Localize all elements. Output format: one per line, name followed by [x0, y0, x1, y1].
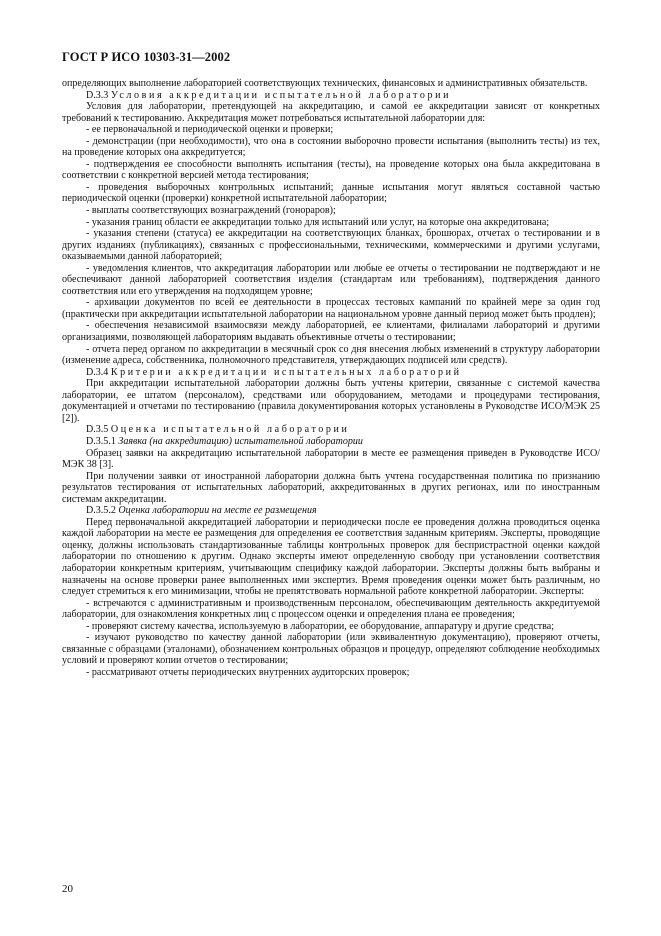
document-body — [62, 78, 600, 678]
list-item: - демонстрации (при необходимости), что она в состоянии выборочно провести испытания (выполнить тесты) из тех, на проведение которых она аккредитуется; — [62, 135, 600, 159]
section-number: D.3.4 — [86, 366, 109, 378]
section-title: Условия аккредитации испытательной лаборатории — [110, 89, 452, 101]
section-heading-d335 — [62, 424, 600, 436]
section-number: D.3.5.1 — [86, 435, 116, 447]
paragraph: При получении заявки от иностранной лаборатории должна быть учтена государственная политика по признанию результатов тестирования от испытательных лабораторий, аккредитованных в других регионах, или по иностранным системам аккредитации. — [62, 470, 600, 505]
paragraph: определяющих выполнение лабораторией соответствующих технических, финансовых и административных обязательств. — [62, 78, 588, 89]
list-item: - проведения выборочных контрольных испытаний; данные испытания могут являться составной частью периодической оценки (проверки) конкретной испытательной лаборатории; — [62, 181, 600, 205]
section-title: Заявка (на аккредитацию) испытательной лаборатории — [118, 435, 363, 447]
section-heading-d3352 — [62, 505, 600, 517]
section-heading-d334 — [62, 367, 600, 379]
list-item: - проверяют систему качества, используемую в лаборатории, ее оборудование, аппаратуру и другие средства; — [86, 620, 555, 632]
section-title: Оценка испытательной лаборатории — [110, 424, 350, 436]
section-number: D.3.5 — [86, 424, 109, 436]
list-item: - отчета перед органом по аккредитации в месячный срок со дня внесения любых изменений в структуру лаборатории (изменение адреса, собственника, полномочного представителя, утверждающих подписей или средств). — [62, 343, 600, 367]
paragraph: Условия для лаборатории, претендующей на аккредитацию, и самой ее аккредитации зависят от конкретных требований к тестированию. Аккредитация может потребоваться испытательной лаборатории для: — [62, 101, 600, 124]
paragraph: Перед первоначальной аккредитацией лаборатории и периодически после ее проведения должна проводиться оценка каждой лаборатории на месте ее размещения для определения ее соответствия заданным критериям. Эксперты, проводящие оценку, должны использовать стандартизованные таблицы контрольных проверок для беспристрастной оценки каждой лаборатории по отношению к другим. Однако эксперты имеют определенную свободу при установлении соответствия лаборатории конкретным критериям, учитывающим специфику каждой лаборатории. Эксперты должны быть выбраны и назначены на основе проверки ранее выполненных ими экспертиз. Время проведения оценки может быть различным, но следует стремиться к его минимизации, чтобы не препятствовать нормальной работе конкретной лаборатории. Эксперты: — [62, 516, 600, 598]
page-number: 20 — [62, 883, 73, 895]
list-item: - изучают руководство по качеству данной лаборатории (или эквивалентную документацию), проверяют отчеты, связанные с образцами (эталонами), обозначением контрольных образцов и процедур, определяют соблюдение необходимых условий и проверяют копии отчетов о тестировании; — [62, 632, 600, 667]
section-title: Оценка лаборатории на месте ее размещения — [118, 505, 317, 517]
list-item: - указания степени (статуса) ее аккредитации на соответствующих бланках, брошюрах, отчетах о тестировании и в других изданиях (публикациях), связанных с профессиональными, техническими, коммерческими и другими услугами, оказываемыми данной лабораторией; — [62, 228, 600, 263]
standard-header: ГОСТ Р ИСО 10303-31—2002 — [62, 50, 231, 64]
section-title: Критерии аккредитации испытательных лабораторий — [110, 366, 462, 378]
section-heading-d333 — [62, 90, 600, 102]
list-item: - встречаются с административным и производственным персоналом, обеспечивающим деятельность аккредитуемой лаборатории, для ознакомления конкретных лиц с процессом оценки и определения плана ее проведения; — [62, 597, 600, 621]
list-item: - указания границ области ее аккредитации только для испытаний или услуг, на которые она аккредитована; — [86, 216, 550, 228]
list-item: - ее первоначальной и периодической оценки и проверки; — [86, 124, 334, 136]
list-item: - подтверждения ее способности выполнять испытания (тесты), на проведение которых она была аккредитована в соответствии с конкретной версией метода тестирования; — [62, 158, 600, 182]
list-item: - обеспечения независимой взаимосвязи между лабораторией, ее клиентами, филиалами лабораторий и другими организациями, позволяющей лабораториям выдавать объективные отчеты о тестировании; — [62, 320, 600, 344]
list-item: - уведомления клиентов, что аккредитация лаборатории или любые ее отчеты о тестировании не подтверждают и не обеспечивают данной лабораторией соответствия изделия (стандартам или требованиям), подтверждения данного соответствия или его утверждения на подходящем уровне; — [62, 262, 600, 297]
list-item: - выплаты соответствующих вознаграждений (гонораров); — [86, 205, 336, 217]
list-item: - рассматривают отчеты периодических внутренних аудиторских проверок; — [86, 666, 410, 678]
section-number: D.3.3 — [86, 89, 109, 101]
paragraph: При аккредитации испытательной лаборатории должны быть учтены критерии, связанные с системой качества лаборатории, ее штатом (персоналом), средствами или оборудованием, методами и процедурами тестирования, документацией и отчетами по тестированию (правила документирования которых установлены в Руководстве ИСО/МЭК 25 [2]). — [62, 378, 600, 424]
paragraph: Образец заявки на аккредитацию испытательной лаборатории в месте ее размещения приведен в Руководстве ИСО/МЭК 38 [3]. — [62, 447, 600, 471]
list-item: - архивации документов по всей ее деятельности в процессах тестовых кампаний по крайней мере за один год (практически при аккредитации испытательной лаборатории на национальном уровне данный период может быть продлен); — [62, 297, 600, 320]
section-heading-d3351 — [62, 436, 600, 448]
section-number: D.3.5.2 — [86, 505, 116, 517]
